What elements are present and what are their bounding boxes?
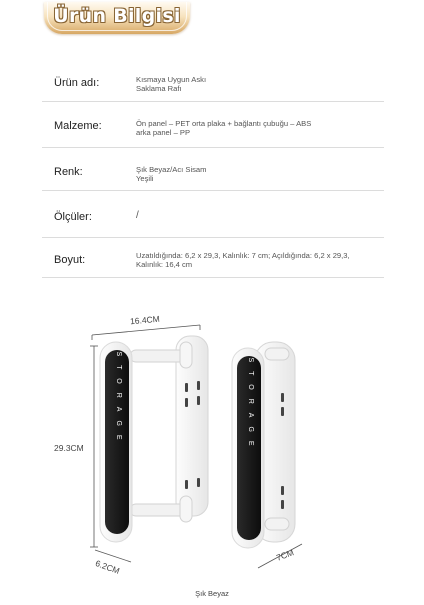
spec-value: / — [136, 210, 139, 221]
product-caption: Şık Beyaz — [195, 589, 229, 598]
header-banner — [44, 2, 190, 34]
panel-text: STORAGE — [247, 357, 254, 455]
product-illustration — [0, 300, 424, 600]
depth-dimension: 6.2CM — [94, 558, 122, 576]
spec-label: Ölçüler: — [54, 211, 92, 223]
product-closed — [232, 342, 295, 548]
spec-value: Ön panel – PET orta plaka + bağlantı çubuğu – ABS arka panel – PP — [136, 119, 312, 137]
width-dimension: 16.4CM — [129, 313, 161, 327]
spec-label: Boyut: — [54, 254, 86, 266]
spec-row-dimensions — [42, 191, 384, 238]
spec-row-size — [42, 238, 384, 278]
panel-text: STORAGE — [115, 351, 122, 449]
spec-row-name — [42, 62, 384, 102]
panel-text-right — [247, 357, 254, 454]
panel-text-left — [115, 351, 122, 448]
height-dimension: 29.3CM — [54, 443, 84, 453]
spec-row-material — [42, 102, 384, 148]
product-open — [100, 336, 208, 542]
width-dim-line — [92, 325, 200, 335]
spec-label: Ürün adı: — [54, 77, 100, 89]
page-title: Ürün Bilgisi — [53, 5, 181, 27]
spec-value: Şık Beyaz/Acı Sisam Yeşili — [136, 165, 207, 183]
spec-table — [42, 62, 384, 278]
spec-value: Uzatıldığında: 6,2 x 29,3, Kalınlık: 7 cm; Açıldığında: 6,2 x 29,3, Kalınlık: 16,4 cm — [136, 251, 350, 269]
spec-value: Kısmaya Uygun Askı Saklama Rafı — [136, 75, 207, 93]
thickness-dimension: 7CM — [274, 547, 296, 563]
spec-row-color — [42, 148, 384, 191]
spec-label: Malzeme: — [54, 120, 102, 132]
spec-label: Renk: — [54, 166, 83, 178]
